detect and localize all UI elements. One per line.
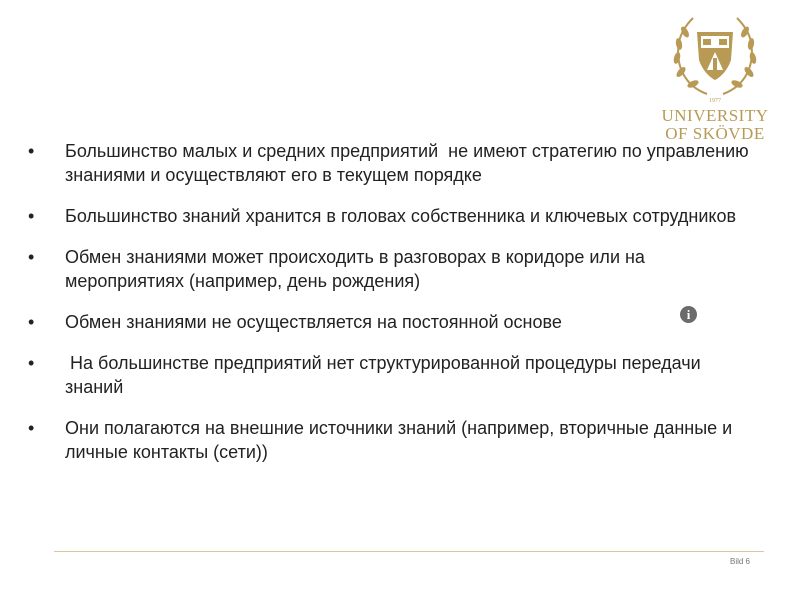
- bullet-item: [28, 310, 758, 334]
- logo-skovde-text: OF SKÖVDE: [665, 124, 765, 143]
- bullet-text: Большинство знаний хранится в головах собственника и ключевых сотрудников: [65, 206, 737, 226]
- info-icon[interactable]: i: [680, 306, 697, 323]
- university-logo: [645, 12, 785, 143]
- bullet-marker: •: [28, 353, 35, 373]
- bullet-text: На большинстве предприятий нет структурированной процедуры передачи знаний: [65, 353, 706, 397]
- bullet-text: Большинство малых и средних предприятий не имеют стратегию по управлению знаниями и осуществляют его в текущем порядке: [65, 141, 754, 185]
- bullet-text: Обмен знаниями не осуществляется на постоянной основе: [65, 312, 562, 332]
- bullet-marker: •: [28, 312, 35, 332]
- bullet-marker: •: [28, 206, 35, 226]
- laurel-wreath-crest-icon: [667, 12, 763, 102]
- bullet-item: [28, 416, 758, 464]
- bullet-marker: •: [28, 418, 35, 438]
- bullet-item: [28, 351, 758, 399]
- logo-year: 1977: [709, 98, 721, 104]
- bullet-item: [28, 204, 758, 228]
- bullet-text: Обмен знаниями может происходить в разговорах в коридоре или на мероприятиях (например, день рождения): [65, 247, 650, 291]
- bullet-text: Они полагаются на внешние источники знаний (например, вторичные данные и личные контакты (сети)): [65, 418, 738, 462]
- bullet-item: [28, 139, 758, 187]
- slide-number: Bild 6: [729, 557, 750, 566]
- bullet-marker: •: [28, 141, 35, 161]
- footer-divider: [54, 551, 764, 552]
- bullet-list: [28, 139, 758, 481]
- bullet-marker: •: [28, 247, 35, 267]
- bullet-item: [28, 245, 758, 293]
- logo-university-text: UNIVERSITY: [661, 106, 769, 125]
